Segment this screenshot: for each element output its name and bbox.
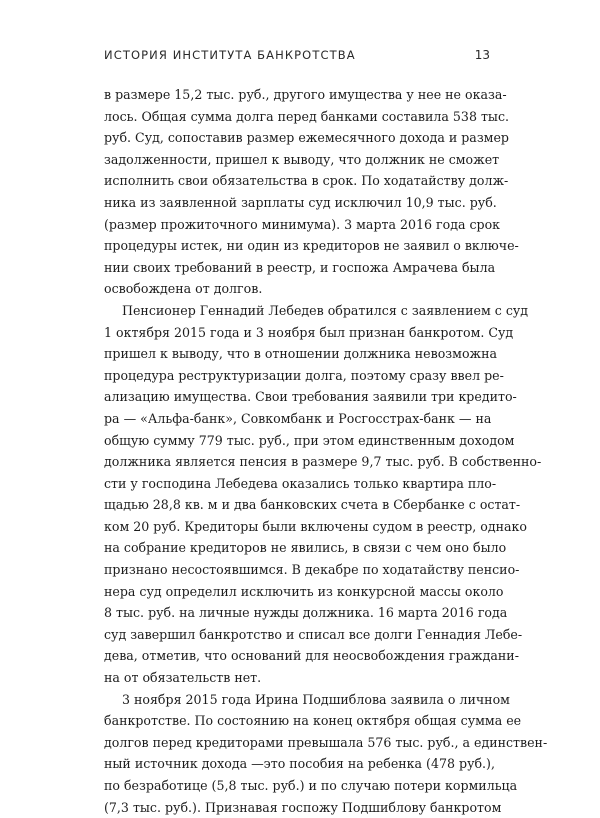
text-line: общую сумму 779 тыс. руб., при этом единственным доходом	[104, 432, 515, 448]
text-line: задолженности, пришел к выводу, что должник не сможет	[104, 151, 500, 167]
text-line: пришел к выводу, что в отношении должника невозможна	[104, 346, 498, 362]
text-line: 1 октября 2015 года и 3 ноября был признан банкротом. Суд	[104, 324, 514, 340]
text-line: на от обязательств нет.	[104, 670, 262, 686]
text-line: лось. Общая сумма долга перед банками составила 538 тыс.	[104, 108, 510, 124]
text-line: Пенсионер Геннадий Лебедев обратился с заявлением с суд	[122, 302, 529, 318]
text-line: должника является пенсия в размере 9,7 тыс. руб. В собственно-	[104, 454, 542, 470]
text-line: щадью 28,8 кв. м и два банковских счета в Сбербанке с остат-	[104, 497, 521, 513]
text-line: процедура реструктуризации долга, поэтому сразу ввел ре-	[104, 367, 504, 383]
text-line: ализацию имущества. Свои требования заявили три кредито-	[104, 389, 517, 405]
text-line: дева, отметив, что оснований для неосвобождения граждани-	[104, 648, 519, 664]
text-line: освобождена от долгов.	[104, 281, 263, 297]
text-line: руб. Суд, сопоставив размер ежемесячного дохода и размер	[104, 130, 509, 146]
text-line: ника из заявленной зарплаты суд исключил 10,9 тыс. руб.	[104, 194, 497, 210]
text-line: признано несостоявшимся. В декабре по ходатайству пенсио-	[104, 562, 520, 578]
text-line: суд завершил банкротство и списал все долги Геннадия Лебе-	[104, 626, 523, 642]
chapter-title: ИСТОРИЯ ИНСТИТУТА БАНКРОТСТВА	[104, 48, 356, 62]
text-line: 3 ноября 2015 года Ирина Подшиблова заявила о личном	[122, 691, 510, 707]
text-line: в размере 15,2 тыс. руб., другого имущества у нее не оказа-	[104, 87, 507, 102]
text-line: процедуры истек, ни один из кредиторов не заявил о включе-	[104, 238, 519, 254]
text-line: банкротстве. По состоянию на конец октября общая сумма ее	[104, 713, 522, 729]
paragraph	[104, 300, 542, 689]
text-line: нера суд определил исключить из конкурсной массы около	[104, 583, 504, 599]
paragraph	[104, 689, 548, 818]
body-text	[104, 84, 548, 818]
text-line: на собрание кредиторов не явились, в связи с чем оно было	[104, 540, 507, 556]
text-line: ком 20 руб. Кредиторы были включены судом в реестр, однако	[104, 518, 527, 534]
text-line: сти у господина Лебедева оказались только квартира пло-	[104, 475, 497, 491]
text-line: по безработице (5,8 тыс. руб.) и по случаю потери кормильца	[104, 778, 518, 793]
text-line: (размер прожиточного минимума). 3 марта 2016 года срок	[104, 216, 501, 232]
text-line: 8 тыс. руб. на личные нужды должника. 16 марта 2016 года	[104, 605, 508, 621]
text-line: ра — «Альфа-банк», Совкомбанк и Росгосстрах-банк — на	[104, 410, 492, 426]
text-line: исполнить свои обязательства в срок. По ходатайству долж-	[104, 173, 509, 189]
text-line: долгов перед кредиторами превышала 576 тыс. руб., а единствен-	[104, 734, 548, 750]
text-line: нии своих требований в реестр, и госпожа Амрачева была	[104, 259, 496, 275]
paragraph	[104, 84, 519, 300]
text-line: (7,3 тыс. руб.). Признавая госпожу Подшиблову банкротом	[104, 799, 502, 815]
running-head	[104, 48, 490, 68]
page-number: 13	[474, 48, 490, 62]
text-line: ный источник дохода —это пособия на ребенка (478 руб.),	[104, 756, 495, 772]
